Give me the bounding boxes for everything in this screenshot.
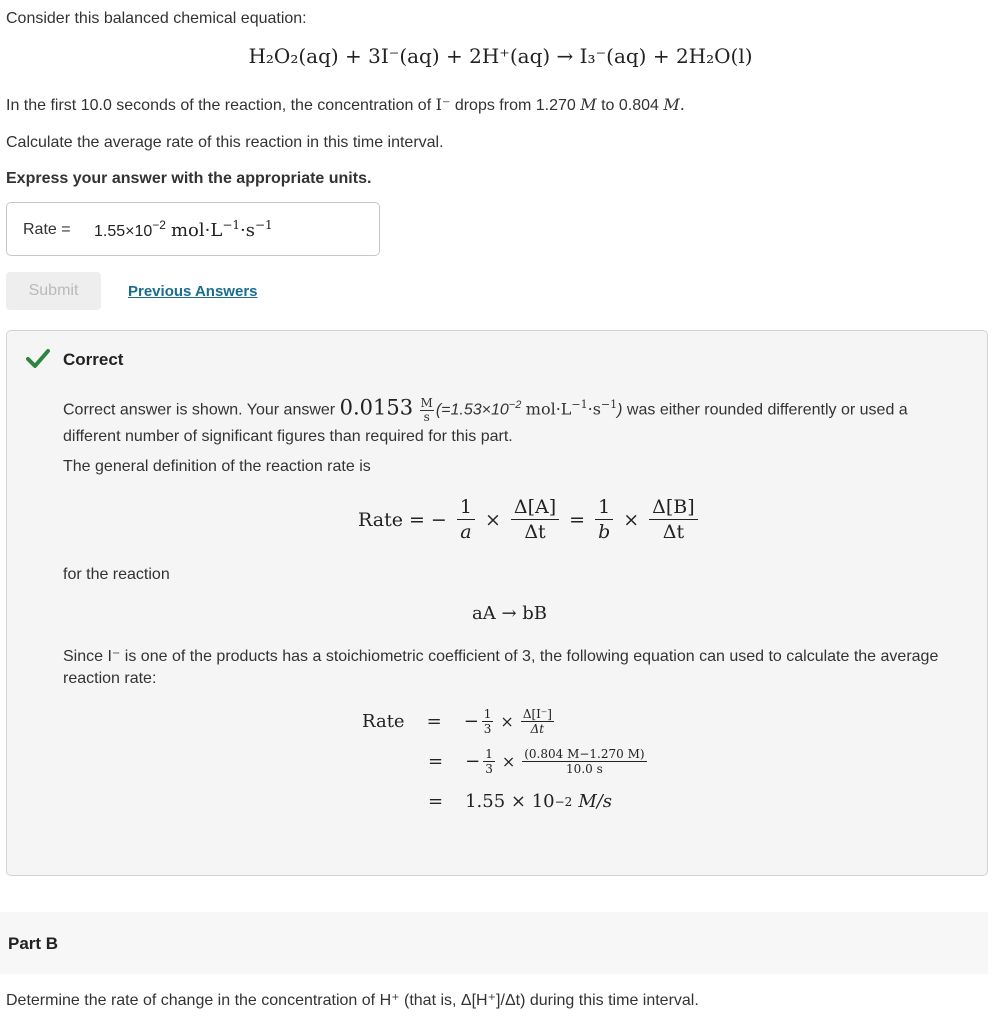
submit-button[interactable]: Submit xyxy=(6,272,101,310)
balanced-equation: H₂O₂(aq) + 3I⁻(aq) + 2H⁺(aq) → I₃⁻(aq) + 2H₂O(l) xyxy=(248,44,753,68)
since-text: Since I⁻ is one of the products has a stoichiometric coefficient of 3, the following equation can used to calculate the average reaction rate: xyxy=(63,648,939,687)
question-line-concentration: In the first 10.0 seconds of the reaction, the concentration of I⁻ drops from 1.270 M to 0.804 M. xyxy=(6,95,685,114)
feedback-message: Correct answer is shown. Your answer 0.0153 $\frac{M}{s}$ ($=1.53\times 10^{-2}$ $mol\cdot L^{-1}\cdot s^{-1}$) was either rounded differently or used a different number of significant figures than required for this part. xyxy=(63,395,908,445)
checkmark-icon xyxy=(26,347,50,369)
question-line-calculate: Calculate the average rate of this reaction in this time interval. xyxy=(6,134,444,151)
general-reaction: aA → bB xyxy=(472,603,548,624)
part-b-header[interactable] xyxy=(0,912,988,974)
question-line-instructions: Express your answer with the appropriate units. xyxy=(6,170,372,187)
for-reaction-text: for the reaction xyxy=(63,566,170,583)
previous-answers-link[interactable]: Previous Answers xyxy=(128,283,258,300)
answer-field[interactable] xyxy=(6,202,380,256)
part-b-question: Determine the rate of change in the concentration of H⁺ (that is, Δ[H⁺]/Δt) during this time interval. xyxy=(6,992,699,1009)
calc-rate-label: Rate xyxy=(362,711,405,732)
answer-value: $1.55\times 10^{-2}$ $mol\cdot L^{-1}\cdot s^{-1}$ xyxy=(94,218,273,241)
definition-text: The general definition of the reaction rate is xyxy=(63,458,371,475)
feedback-title: Correct xyxy=(63,350,124,369)
answer-label: Rate = xyxy=(23,221,71,238)
part-b-title: Part B xyxy=(8,934,59,953)
rate-definition-equation: Rate = − $\frac{1}{a}$ × $\frac{\Delta[A]}{\Delta t}$ = $\frac{1}{b}$ × $\frac{\Delta[B]}{\Delta t}$ xyxy=(358,495,702,544)
question-intro: Consider this balanced chemical equation: xyxy=(6,10,307,27)
